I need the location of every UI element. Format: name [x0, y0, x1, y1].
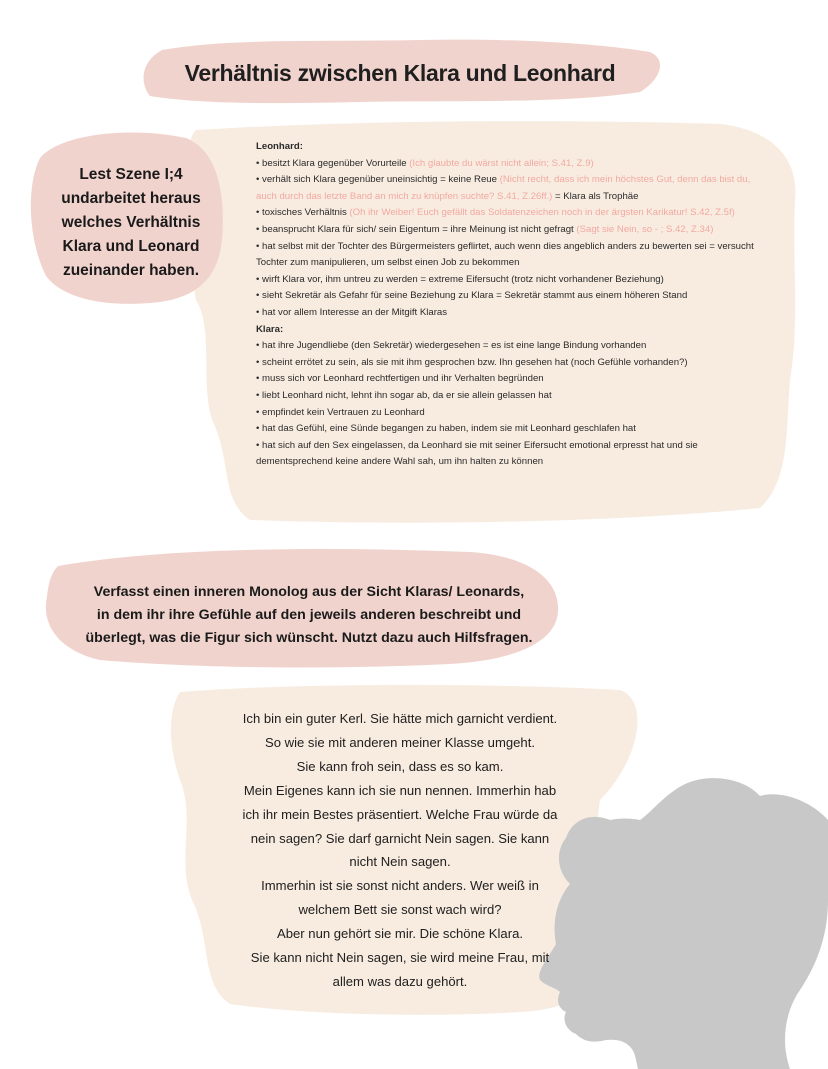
monolog-line: nein sagen? Sie darf garnicht Nein sagen. Sie kann	[250, 830, 550, 846]
monolog-line: Sie kann froh sein, dass es so kam.	[296, 758, 504, 774]
task1-line: zueinander haben.	[62, 262, 200, 279]
monolog-line: welchem Bett sie sonst wach wird?	[298, 902, 502, 918]
leonhard-item	[256, 222, 756, 239]
item-quote: (Oh ihr Weiber! Euch gefällt das Soldatenzeichen noch in der ärgsten Karikatur! S.42, Z.5f)	[349, 207, 735, 219]
item-text: • verhält sich Klara gegenüber uneinsichtig = keine Reue	[256, 174, 500, 186]
leonhard-item	[256, 172, 756, 205]
task1-instruction	[52, 163, 210, 283]
leonhard-item	[256, 205, 756, 222]
item-text: • wirft Klara vor, ihm untreu zu werden = extreme Eifersucht (trotz nicht vorhandener Beziehung)	[256, 273, 664, 285]
item-text: • hat vor allem Interesse an der Mitgift Klaras	[256, 306, 448, 318]
item-quote: (Nicht recht, dass ich mein höchstes Gut, denn das bist du, auch durch das letzte Band an mich zu knüpfen suchte? S.41, Z.26ff.)	[256, 174, 751, 202]
monolog-line: Ich bin ein guter Kerl. Sie hätte mich garnicht verdient.	[242, 711, 558, 726]
task2-line: in dem ihr ihre Gefühle auf den jeweils anderen beschreibt und	[96, 607, 522, 623]
klara-item: • hat ihre Jugendliebe (den Sekretär) wiedergesehen = es ist eine lange Bindung vorhanden	[256, 340, 647, 352]
monolog-line: Immerhin ist sie sonst nicht anders. Wer weiß in	[261, 878, 539, 894]
task1-line: Klara und Leonard	[62, 238, 200, 255]
klara-heading: Klara:	[256, 323, 284, 335]
inner-monologue	[220, 707, 580, 994]
leonhard-item	[256, 272, 756, 289]
klara-item: • muss sich vor Leonhard rechtfertigen und ihr Verhalten begründen	[256, 373, 544, 385]
item-quote: (Ich glaubte du wärst nicht allein; S.41, Z.9)	[409, 157, 594, 169]
task1-line: Lest Szene I;4	[79, 166, 183, 183]
woman-silhouette	[539, 778, 828, 1069]
item-text: • sieht Sekretär als Gefahr für seine Beziehung zu Klara = Sekretär stammt aus einem höheren Stand	[256, 290, 688, 302]
leonhard-item	[256, 156, 756, 173]
task1-line: welches Verhältnis	[61, 214, 201, 231]
item-text: • hat selbst mit der Tochter des Bürgermeisters geflirtet, auch wenn dies angeblich anders zu bewerten sei = versucht Tochter zum manipulieren, um selbst einen Job zu bekommen	[256, 240, 754, 269]
task2-instruction	[74, 581, 544, 650]
item-text: • besitzt Klara gegenüber Vorurteile	[256, 157, 410, 169]
leonhard-item	[256, 288, 756, 305]
analysis-notes	[256, 139, 756, 471]
task2-line: Verfasst einen inneren Monolog aus der Sicht Klaras/ Leonards,	[93, 584, 525, 600]
klara-item: • scheint errötet zu sein, als sie mit ihm gesprochen bzw. Ihn gesehen hat (noch Gefühle vorhanden?)	[256, 356, 688, 368]
leonhard-heading: Leonhard:	[256, 141, 303, 152]
monolog-line: Sie kann nicht Nein sagen, sie wird meine Frau, mit	[250, 950, 550, 966]
klara-item: • liebt Leonhard nicht, lehnt ihn sogar ab, da er sie allein gelassen hat	[256, 389, 552, 401]
monolog-line: So wie sie mit anderen meiner Klasse umgeht.	[264, 734, 535, 750]
item-text: • toxisches Verhältnis	[256, 207, 350, 219]
leonhard-item	[256, 239, 756, 272]
klara-item: • hat das Gefühl, eine Sünde begangen zu haben, indem sie mit Leonhard geschlafen hat	[256, 423, 636, 435]
klara-item: • hat sich auf den Sex eingelassen, da Leonhard sie mit seiner Eifersucht emotional erpresst hat und sie dementsprechend keine andere Wahl sah, um ihn halten zu können	[256, 439, 698, 468]
monolog-line: Aber nun gehört sie mir. Die schöne Klara.	[277, 926, 523, 942]
monolog-line: ich ihr mein Bestes präsentiert. Welche Frau würde da	[242, 806, 558, 822]
monolog-line: Mein Eigenes kann ich sie nun nennen. Immerhin hab	[243, 782, 557, 798]
item-after: = Klara als Trophäe	[552, 190, 639, 202]
task1-line: undarbeitet heraus	[61, 190, 201, 207]
leonhard-item	[256, 305, 756, 322]
monolog-line: allem was dazu gehört.	[332, 973, 468, 989]
klara-item: • empfindet kein Vertrauen zu Leonhard	[256, 406, 425, 418]
task2-line: überlegt, was die Figur sich wünscht. Nutzt dazu auch Hilfsfragen.	[85, 630, 533, 646]
item-quote: (Sagt sie Nein, so - ; S.42, Z.34)	[576, 223, 714, 235]
monolog-line: nicht Nein sagen.	[349, 854, 451, 870]
item-text: • beansprucht Klara für sich/ sein Eigentum = ihre Meinung ist nicht gefragt	[256, 223, 577, 235]
page-title: Verhältnis zwischen Klara und Leonhard	[184, 60, 616, 86]
